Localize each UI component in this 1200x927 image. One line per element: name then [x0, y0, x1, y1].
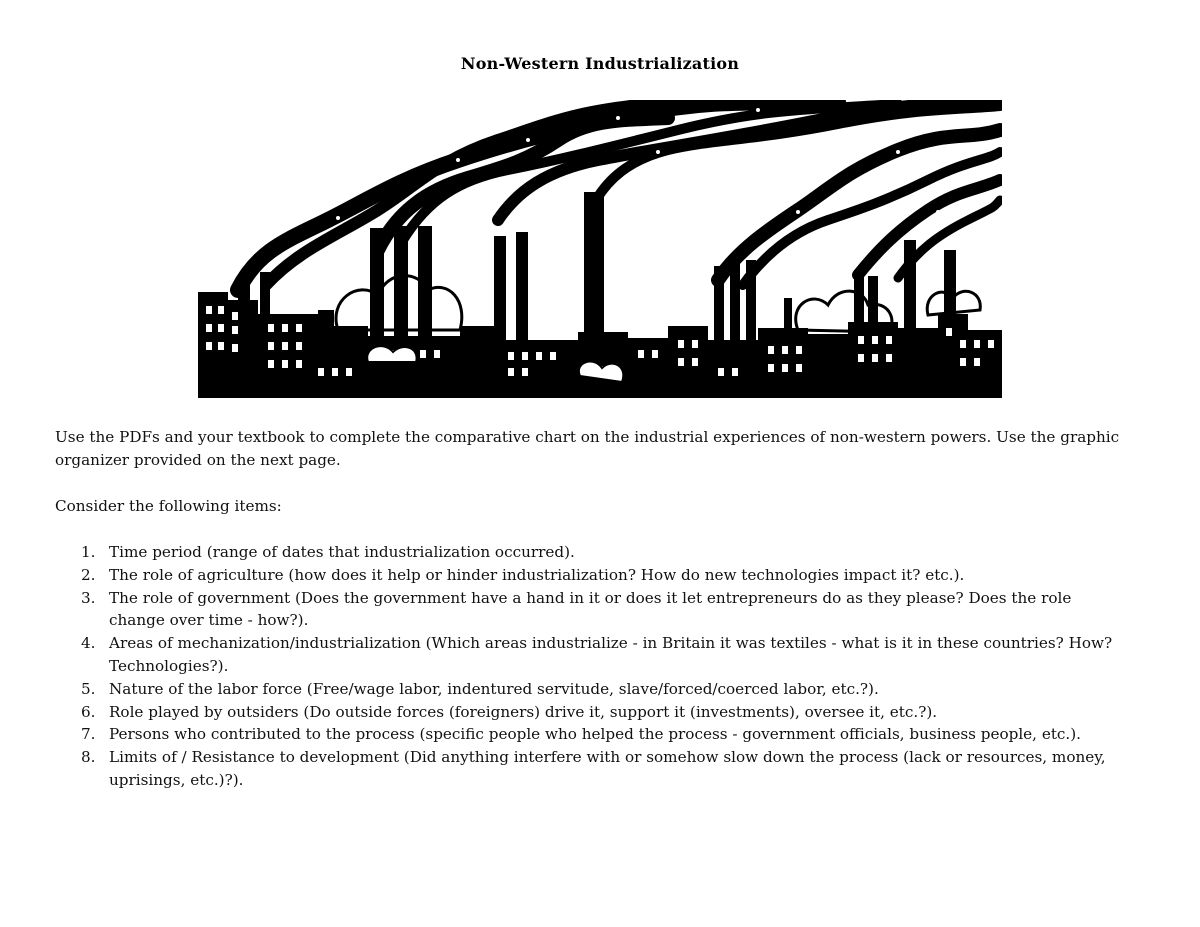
factory-smokestacks-illustration: [198, 100, 1002, 398]
list-item-number: 8.: [81, 748, 96, 767]
list-item-text: Time period (range of dates that industrialization occurred).: [109, 543, 575, 561]
list-item-text: The role of government (Does the government have a hand in it or does it let entrepreneurs do as they please? Does the role change over time - how?).: [109, 588, 1072, 630]
list-item: [55, 587, 1115, 633]
list-item: [55, 701, 1115, 724]
list-item: [55, 678, 1115, 701]
page-title: Non-Western Industrialization: [460, 54, 740, 73]
list-item: [55, 723, 1115, 746]
list-item: [55, 541, 1115, 564]
list-item-text: Limits of / Resistance to development (Did anything interfere with or somehow slow down the process (lack or resources, money, uprisings, etc.)?).: [109, 748, 1106, 789]
consider-items-list: [55, 541, 1115, 792]
list-item-number: 1.: [81, 543, 96, 561]
list-item: [55, 632, 1115, 678]
list-item-text: Role played by outsiders (Do outside forces (foreigners) drive it, support it (investments), oversee it, etc.?).: [109, 702, 938, 721]
list-item-text: Persons who contributed to the process (specific people who helped the process - government officials, business people, etc.).: [109, 725, 1082, 744]
list-item-number: 4.: [81, 634, 96, 653]
list-item: [55, 564, 1115, 587]
intro-paragraph: Use the PDFs and your textbook to complete the comparative chart on the industrial experiences of non-western powers. Use the graphic organizer provided on the next page.: [55, 428, 1120, 469]
list-item-number: 5.: [81, 679, 96, 698]
consider-label: Consider the following items:: [55, 497, 282, 515]
list-item-number: 7.: [81, 725, 96, 744]
list-item-text: The role of agriculture (how does it help or hinder industrialization? How do new technologies impact it? etc.).: [109, 565, 965, 584]
list-item-text: Areas of mechanization/industrialization (Which areas industrialize - in Britain it was textiles - what is it in these countries? How? Technologies?).: [109, 634, 1113, 675]
list-item-number: 2.: [81, 565, 96, 584]
list-item-number: 6.: [81, 702, 96, 721]
list-item-number: 3.: [81, 588, 96, 607]
list-item-text: Nature of the labor force (Free/wage labor, indentured servitude, slave/forced/coerced labor, etc.?).: [109, 679, 879, 698]
list-item: [55, 746, 1115, 792]
